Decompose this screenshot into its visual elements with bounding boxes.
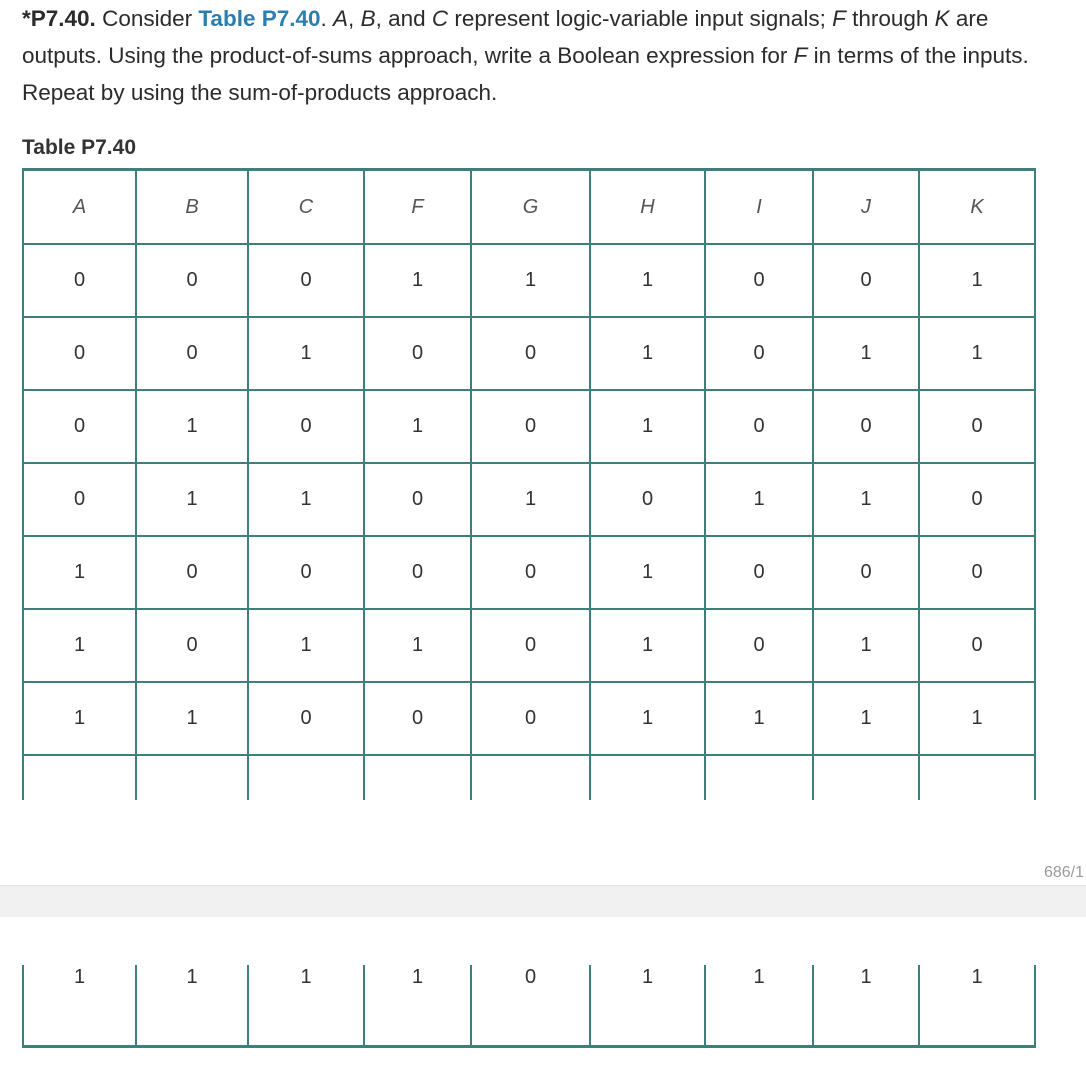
table-row-split: [23, 755, 1035, 800]
table-cell: 0: [471, 317, 590, 390]
table-cell: [590, 965, 705, 1047]
table-cell: 1: [248, 463, 364, 536]
table-cell: 0: [471, 682, 590, 755]
split-cell: [919, 755, 1035, 800]
table-cell: 1: [590, 536, 705, 609]
table-row: [23, 463, 1035, 536]
table-cell: [471, 965, 590, 1047]
table-cell: 0: [813, 536, 919, 609]
problem-text: represent logic-variable input signals;: [448, 6, 833, 31]
header-cell: G: [471, 170, 590, 245]
table-cell: 1: [136, 390, 248, 463]
table-cell: 0: [23, 244, 136, 317]
table-row: [23, 317, 1035, 390]
variable-f: F: [832, 6, 846, 31]
cell-value: 1: [753, 966, 765, 988]
table-cell: 1: [136, 682, 248, 755]
table-cell: 0: [471, 609, 590, 682]
table-cell: 0: [919, 609, 1035, 682]
table-cell: 0: [705, 390, 813, 463]
table-cell: 1: [364, 244, 471, 317]
table-cell: 0: [248, 536, 364, 609]
table-cell: 1: [590, 609, 705, 682]
problem-text: in terms of the inputs. Repeat by using the sum-of-products approach.: [22, 43, 1029, 105]
header-cell: B: [136, 170, 248, 245]
table-cell: 0: [590, 463, 705, 536]
cell-value: 1: [971, 966, 983, 988]
table-cell: 0: [23, 463, 136, 536]
cell-value: 0: [524, 966, 537, 988]
split-cell: [471, 755, 590, 800]
table-cell: 1: [813, 609, 919, 682]
table-reference-link[interactable]: Table P7.40: [198, 6, 321, 31]
header-cell: A: [23, 170, 136, 245]
table-cell: 1: [813, 463, 919, 536]
variable-a: A: [333, 6, 349, 31]
table-cell: 1: [364, 609, 471, 682]
table-cell: 0: [136, 536, 248, 609]
table-cell: 1: [919, 244, 1035, 317]
table-cell: 1: [364, 390, 471, 463]
problem-text: are outputs. Using the product-of-sums approach, write a Boolean expression for: [22, 6, 989, 68]
problem-text: .: [320, 6, 334, 31]
table-cell: 0: [471, 390, 590, 463]
problem-statement: [22, 0, 1032, 111]
table-cell: 0: [23, 317, 136, 390]
table-cell: [23, 965, 136, 1047]
split-cell: [248, 755, 364, 800]
table-cell: 0: [248, 244, 364, 317]
table-cell: 0: [705, 244, 813, 317]
table-cell: [813, 965, 919, 1047]
table-cell: 1: [471, 463, 590, 536]
table-cell: 0: [364, 682, 471, 755]
table-cell: 0: [364, 536, 471, 609]
split-cell: [136, 755, 248, 800]
header-cell: C: [248, 170, 364, 245]
split-cell: [364, 755, 471, 800]
table-cell: 0: [919, 536, 1035, 609]
table-cell: [136, 965, 248, 1047]
table-cell: 1: [590, 390, 705, 463]
table-row: [23, 609, 1035, 682]
cell-value: 1: [300, 966, 312, 988]
table-cell: 1: [705, 682, 813, 755]
table-row: [23, 244, 1035, 317]
cell-value: 1: [73, 966, 86, 988]
variable-f: F: [793, 43, 808, 68]
variable-c: C: [431, 6, 449, 31]
split-cell: [705, 755, 813, 800]
table-cell: 1: [23, 609, 136, 682]
table-cell: 1: [590, 317, 705, 390]
table-row: [23, 536, 1035, 609]
split-cell: [23, 755, 136, 800]
table-cell: 0: [813, 244, 919, 317]
table-cell: 0: [705, 317, 813, 390]
table-cell: 1: [248, 317, 364, 390]
problem-number: *P7.40.: [22, 6, 96, 31]
variable-b: B: [360, 6, 376, 31]
table-cell: 1: [919, 317, 1035, 390]
header-cell: H: [590, 170, 705, 245]
truth-table: [22, 168, 1036, 800]
table-cell: 0: [364, 317, 471, 390]
table-cell: 0: [364, 463, 471, 536]
problem-text: Consider: [95, 6, 199, 31]
table-cell: 1: [136, 463, 248, 536]
table-cell: 1: [23, 682, 136, 755]
truth-table-continued: [22, 965, 1036, 1048]
table-cell: 1: [590, 244, 705, 317]
table-cell: 0: [813, 390, 919, 463]
header-cell: K: [919, 170, 1035, 245]
table-cell: 0: [136, 317, 248, 390]
table-cell: 0: [471, 536, 590, 609]
table-cell: [248, 965, 364, 1047]
table-cell: [919, 965, 1035, 1047]
table-cell: 0: [919, 463, 1035, 536]
cell-value: 1: [860, 966, 872, 988]
table-header-row: [23, 170, 1035, 245]
table-cell: 1: [813, 317, 919, 390]
split-cell: [590, 755, 705, 800]
header-cell: J: [813, 170, 919, 245]
table-row: [23, 965, 1035, 1047]
table-cell: 1: [23, 536, 136, 609]
table-cell: [705, 965, 813, 1047]
table-caption: Table P7.40: [22, 136, 137, 159]
table-cell: 0: [248, 390, 364, 463]
problem-text: through: [845, 6, 935, 31]
page-break-bar: [0, 885, 1086, 917]
table-row: [23, 390, 1035, 463]
header-cell: I: [705, 170, 813, 245]
table-cell: 0: [23, 390, 136, 463]
table-cell: 0: [136, 244, 248, 317]
problem-text: ,: [348, 6, 361, 31]
table-cell: 0: [705, 609, 813, 682]
table-cell: 0: [248, 682, 364, 755]
variable-k: K: [934, 6, 950, 31]
cell-value: 1: [186, 966, 198, 988]
table-cell: 1: [471, 244, 590, 317]
cell-value: 1: [641, 966, 654, 988]
table-cell: 1: [705, 463, 813, 536]
split-cell: [813, 755, 919, 800]
header-cell: F: [364, 170, 471, 245]
table-cell: 0: [705, 536, 813, 609]
table-cell: 0: [136, 609, 248, 682]
table-cell: 1: [590, 682, 705, 755]
page-indicator: 686/1: [1043, 864, 1084, 881]
table-cell: 0: [919, 390, 1035, 463]
table-cell: 1: [248, 609, 364, 682]
table-row: [23, 682, 1035, 755]
problem-text: , and: [375, 6, 432, 31]
table-cell: 1: [813, 682, 919, 755]
cell-value: 1: [411, 966, 424, 988]
table-cell: [364, 965, 471, 1047]
table-cell: 1: [919, 682, 1035, 755]
